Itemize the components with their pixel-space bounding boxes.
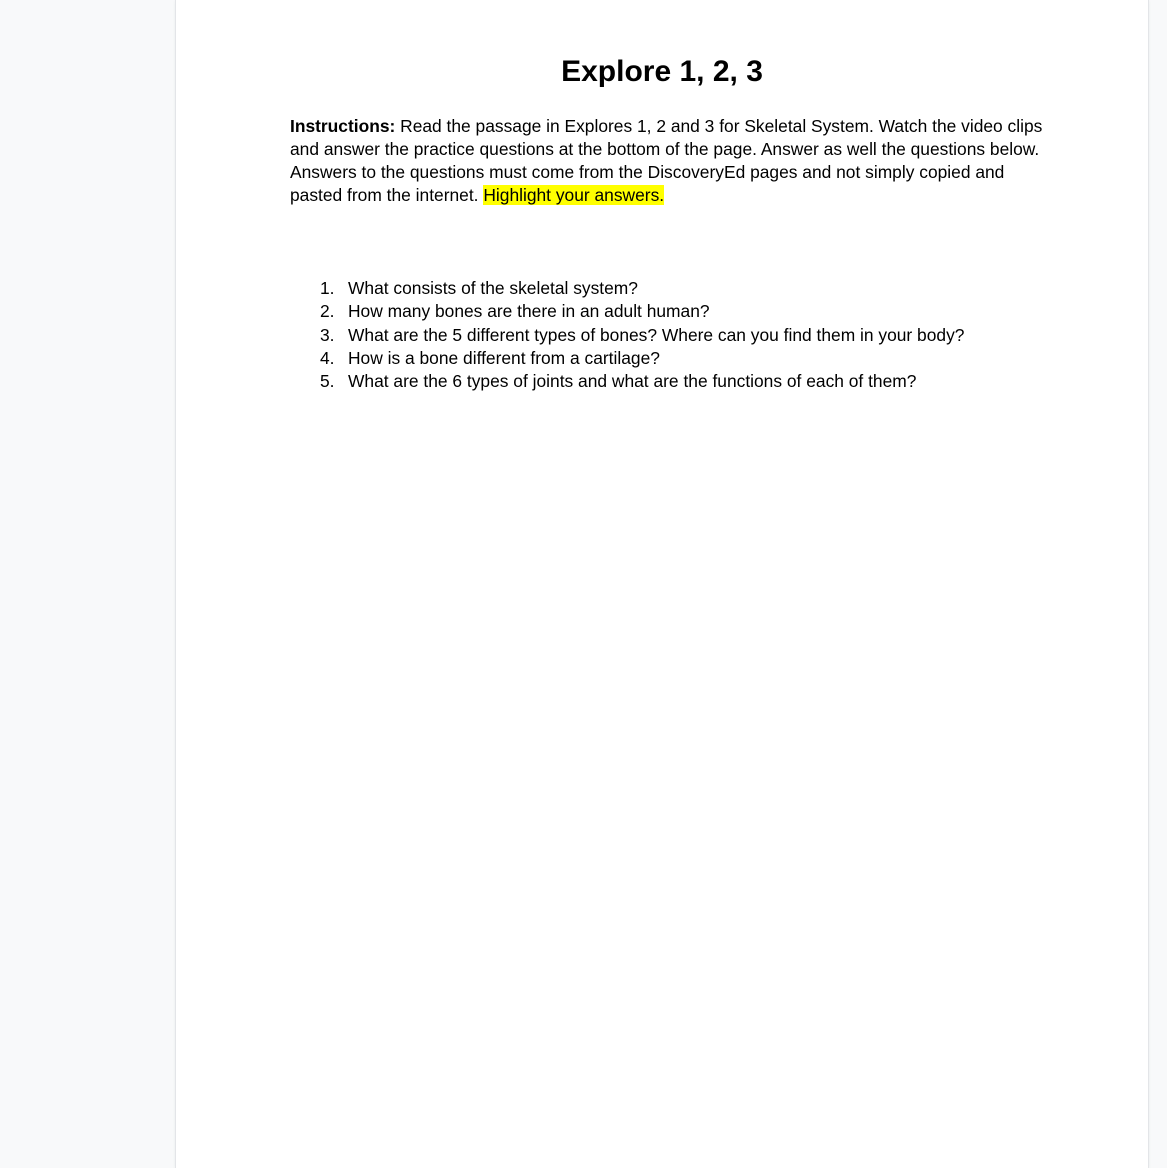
question-text: How many bones are there in an adult human?: [348, 301, 710, 322]
question-number: 3.: [320, 324, 335, 345]
questions-list: [290, 277, 1050, 393]
question-number: 1.: [320, 278, 335, 298]
question-text: What consists of the skeletal system?: [348, 278, 638, 298]
instructions-paragraph: [290, 115, 1050, 207]
question-item: [290, 324, 1050, 347]
document-page[interactable]: [176, 0, 1148, 1168]
question-item: [290, 347, 1050, 370]
question-item: [290, 300, 1050, 323]
question-text: What are the 5 different types of bones? Where can you find them in your body?: [348, 324, 965, 345]
page-title: Explore 1, 2, 3: [561, 55, 763, 88]
question-text: What are the 6 types of joints and what are the functions of each of them?: [348, 371, 917, 392]
instructions-label: Instructions:: [290, 116, 396, 136]
question-number: 5.: [320, 371, 335, 392]
question-item: [290, 370, 1050, 393]
question-number: 4.: [320, 347, 335, 368]
question-text: How is a bone different from a cartilage?: [348, 347, 660, 368]
question-item: [290, 277, 1050, 300]
highlighted-text: Highlight your answers.: [483, 185, 665, 205]
instructions-text: Read the passage in Explores 1, 2 and 3 for Skeletal System. Watch the video clips and answer the practice questions at the bottom of the page. Answer as well the questions below. Answers to the questions must come from the DiscoveryEd pages and not simply copied and pasted from the internet.: [290, 116, 1043, 205]
question-number: 2.: [320, 301, 335, 322]
